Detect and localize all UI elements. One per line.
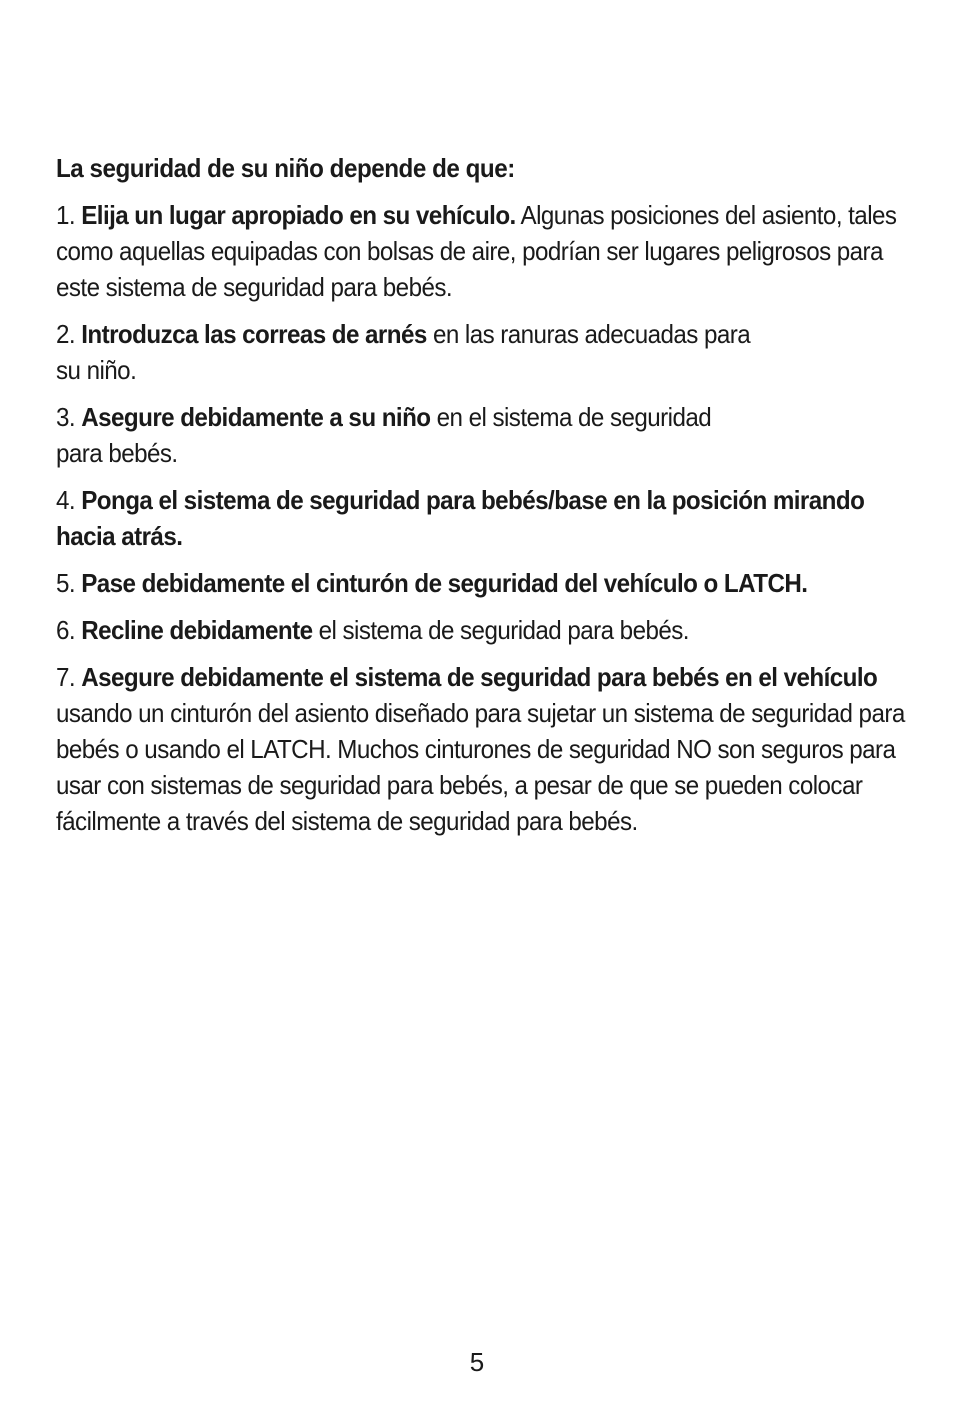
item-number: 7. (56, 662, 82, 692)
item-number: 2. (56, 319, 82, 349)
list-item-6 (56, 612, 906, 648)
list-item-5 (56, 565, 906, 601)
item-text-continued: para bebés. (56, 438, 178, 468)
item-number: 5. (56, 568, 82, 598)
item-text: el sistema de seguridad para bebés. (312, 615, 689, 645)
document-body (56, 150, 906, 850)
list-item-7 (56, 659, 906, 839)
item-emphasis: Introduzca las correas de arnés (81, 319, 427, 349)
item-emphasis: Recline debidamente (81, 615, 313, 645)
item-text: en las ranuras adecuadas para (426, 319, 751, 349)
item-emphasis: Pase debidamente el cinturón de seguridad del vehículo o LATCH. (81, 568, 808, 598)
page-number: 5 (469, 1347, 485, 1377)
list-item-2 (56, 316, 906, 388)
item-text: Algunas posiciones del asiento, tales como aquellas equipadas con bolsas de aire, podrían ser lugares peligrosos para este sistema de seguridad para bebés. (56, 200, 897, 302)
list-item-4 (56, 482, 906, 554)
item-number: 1. (56, 200, 82, 230)
item-number: 6. (56, 615, 82, 645)
section-heading: La seguridad de su niño depende de que: (56, 153, 515, 183)
list-item-1 (56, 197, 906, 305)
item-number: 4. (56, 485, 82, 515)
item-emphasis: Asegure debidamente el sistema de seguridad para bebés en el vehículo (81, 662, 878, 692)
item-text-continued: su niño. (56, 355, 137, 385)
item-emphasis: Asegure debidamente a su niño (81, 402, 431, 432)
list-item-3 (56, 399, 906, 471)
item-text: en el sistema de seguridad (430, 402, 712, 432)
item-number: 3. (56, 402, 82, 432)
item-emphasis: Elija un lugar apropiado en su vehículo. (81, 200, 516, 230)
item-text: usando un cinturón del asiento diseñado para sujetar un sistema de seguridad para bebés o usando el LATCH. Muchos cinturones de seguridad NO son seguros para usar con sistemas de seguridad para bebés, a pesar de que se pueden colocar fácilmente a través del sistema de seguridad para bebés. (56, 698, 905, 836)
item-emphasis: Ponga el sistema de seguridad para bebés/base en la posición mirando hacia atrás. (56, 485, 865, 551)
